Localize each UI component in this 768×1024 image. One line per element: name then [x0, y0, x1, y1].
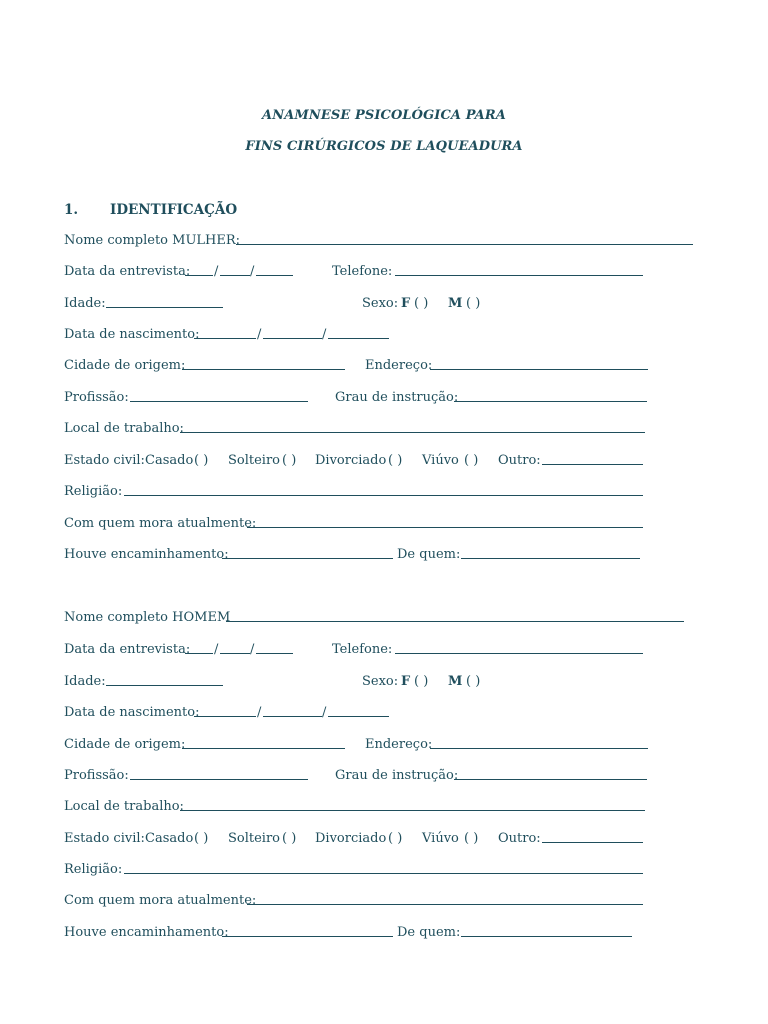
nascimento-ano-field[interactable] — [328, 704, 389, 717]
label-de-quem: De quem: — [397, 925, 461, 940]
label-solteiro: Solteiro — [228, 831, 281, 846]
label-local-trabalho: Local de trabalho: — [64, 421, 184, 436]
document-title-line-1: ANAMNESE PSICOLÓGICA PARA — [262, 108, 506, 123]
grau-instrucao-field[interactable] — [454, 389, 647, 402]
label-casado: Casado — [145, 831, 194, 846]
encaminhamento-field[interactable] — [222, 924, 393, 937]
label-com-quem-mora: Com quem mora atualmente: — [64, 893, 257, 908]
label-nome-homem: Nome completo HOMEM — [64, 610, 231, 625]
viuvo-checkbox[interactable]: ( ) — [464, 831, 479, 846]
nascimento-mes-field[interactable] — [263, 326, 322, 339]
de-quem-field[interactable] — [461, 924, 632, 937]
entrevista-dia-field[interactable] — [185, 263, 213, 276]
date-separator: / — [250, 642, 255, 657]
solteiro-checkbox[interactable]: ( ) — [282, 453, 297, 468]
divorciado-checkbox[interactable]: ( ) — [388, 831, 403, 846]
label-profissao: Profissão: — [64, 390, 129, 405]
religiao-field[interactable] — [124, 861, 643, 874]
label-idade: Idade: — [64, 674, 106, 689]
label-telefone: Telefone: — [332, 264, 393, 279]
entrevista-dia-field[interactable] — [185, 641, 213, 654]
local-trabalho-field[interactable] — [180, 798, 645, 811]
outro-estado-civil-field[interactable] — [542, 830, 643, 843]
label-cidade-origem: Cidade de origem: — [64, 358, 186, 373]
section-number: 1. — [64, 202, 79, 218]
date-separator: / — [257, 327, 262, 342]
label-grau-instrucao: Grau de instrução: — [335, 768, 459, 783]
label-divorciado: Divorciado — [315, 453, 387, 468]
date-separator: / — [257, 705, 262, 720]
label-data-nascimento: Data de nascimento: — [64, 705, 200, 720]
label-estado-civil: Estado civil: — [64, 453, 145, 468]
label-sexo: Sexo: — [362, 674, 399, 689]
idade-field[interactable] — [106, 673, 223, 686]
nascimento-mes-field[interactable] — [263, 704, 322, 717]
sexo-m-checkbox[interactable]: ( ) — [466, 674, 481, 689]
sexo-m-label: M — [448, 296, 463, 311]
label-de-quem: De quem: — [397, 547, 461, 562]
date-separator: / — [250, 264, 255, 279]
label-data-entrevista: Data da entrevista: — [64, 264, 191, 279]
sexo-m-label: M — [448, 674, 463, 689]
label-viuvo: Viúvo — [422, 453, 459, 468]
date-separator: / — [322, 705, 327, 720]
sexo-f-checkbox[interactable]: ( ) — [414, 296, 429, 311]
label-casado: Casado — [145, 453, 194, 468]
label-religiao: Religião: — [64, 484, 123, 499]
com-quem-mora-field[interactable] — [247, 515, 643, 528]
viuvo-checkbox[interactable]: ( ) — [464, 453, 479, 468]
telefone-field[interactable] — [395, 263, 643, 276]
label-outro: Outro: — [498, 831, 541, 846]
grau-instrucao-field[interactable] — [454, 767, 647, 780]
section-heading — [64, 202, 237, 218]
label-local-trabalho: Local de trabalho: — [64, 799, 184, 814]
label-grau-instrucao: Grau de instrução: — [335, 390, 459, 405]
endereco-field[interactable] — [430, 736, 648, 749]
sexo-f-label: F — [401, 674, 411, 689]
document-title-line-2: FINS CIRÚRGICOS DE LAQUEADURA — [245, 139, 523, 154]
entrevista-mes-field[interactable] — [220, 263, 250, 276]
label-data-entrevista: Data da entrevista: — [64, 642, 191, 657]
label-endereco: Endereço: — [365, 358, 433, 373]
label-sexo: Sexo: — [362, 296, 399, 311]
nome-homem-field[interactable] — [226, 609, 684, 622]
divorciado-checkbox[interactable]: ( ) — [388, 453, 403, 468]
telefone-field[interactable] — [395, 641, 643, 654]
nascimento-dia-field[interactable] — [194, 326, 256, 339]
label-divorciado: Divorciado — [315, 831, 387, 846]
outro-estado-civil-field[interactable] — [542, 452, 643, 465]
profissao-field[interactable] — [130, 767, 308, 780]
entrevista-ano-field[interactable] — [256, 263, 293, 276]
label-solteiro: Solteiro — [228, 453, 281, 468]
sexo-m-checkbox[interactable]: ( ) — [466, 296, 481, 311]
casado-checkbox[interactable]: ( ) — [194, 453, 209, 468]
label-estado-civil: Estado civil: — [64, 831, 145, 846]
label-outro: Outro: — [498, 453, 541, 468]
label-houve-encaminhamento: Houve encaminhamento: — [64, 547, 229, 562]
sexo-f-checkbox[interactable]: ( ) — [414, 674, 429, 689]
de-quem-field[interactable] — [461, 546, 640, 559]
section-title: IDENTIFICAÇÃO — [110, 202, 238, 218]
label-viuvo: Viúvo — [422, 831, 459, 846]
label-endereco: Endereço: — [365, 737, 433, 752]
label-religiao: Religião: — [64, 862, 123, 877]
nascimento-dia-field[interactable] — [194, 704, 256, 717]
date-separator: / — [214, 642, 219, 657]
label-profissao: Profissão: — [64, 768, 129, 783]
religiao-field[interactable] — [124, 483, 643, 496]
cidade-origem-field[interactable] — [182, 357, 345, 370]
date-separator: / — [322, 327, 327, 342]
encaminhamento-field[interactable] — [222, 546, 393, 559]
label-nome-mulher: Nome completo MULHER: — [64, 233, 241, 248]
local-trabalho-field[interactable] — [180, 420, 645, 433]
nascimento-ano-field[interactable] — [328, 326, 389, 339]
entrevista-ano-field[interactable] — [256, 641, 293, 654]
endereco-field[interactable] — [430, 357, 648, 370]
label-com-quem-mora: Com quem mora atualmente: — [64, 516, 257, 531]
solteiro-checkbox[interactable]: ( ) — [282, 831, 297, 846]
com-quem-mora-field[interactable] — [247, 892, 643, 905]
cidade-origem-field[interactable] — [182, 736, 345, 749]
date-separator: / — [214, 264, 219, 279]
label-idade: Idade: — [64, 296, 106, 311]
sexo-f-label: F — [401, 296, 411, 311]
label-data-nascimento: Data de nascimento: — [64, 327, 200, 342]
label-telefone: Telefone: — [332, 642, 393, 657]
casado-checkbox[interactable]: ( ) — [194, 831, 209, 846]
entrevista-mes-field[interactable] — [220, 641, 250, 654]
idade-field[interactable] — [106, 295, 223, 308]
label-cidade-origem: Cidade de origem: — [64, 737, 186, 752]
nome-mulher-field[interactable] — [236, 232, 693, 245]
label-houve-encaminhamento: Houve encaminhamento: — [64, 925, 229, 940]
profissao-field[interactable] — [130, 389, 308, 402]
